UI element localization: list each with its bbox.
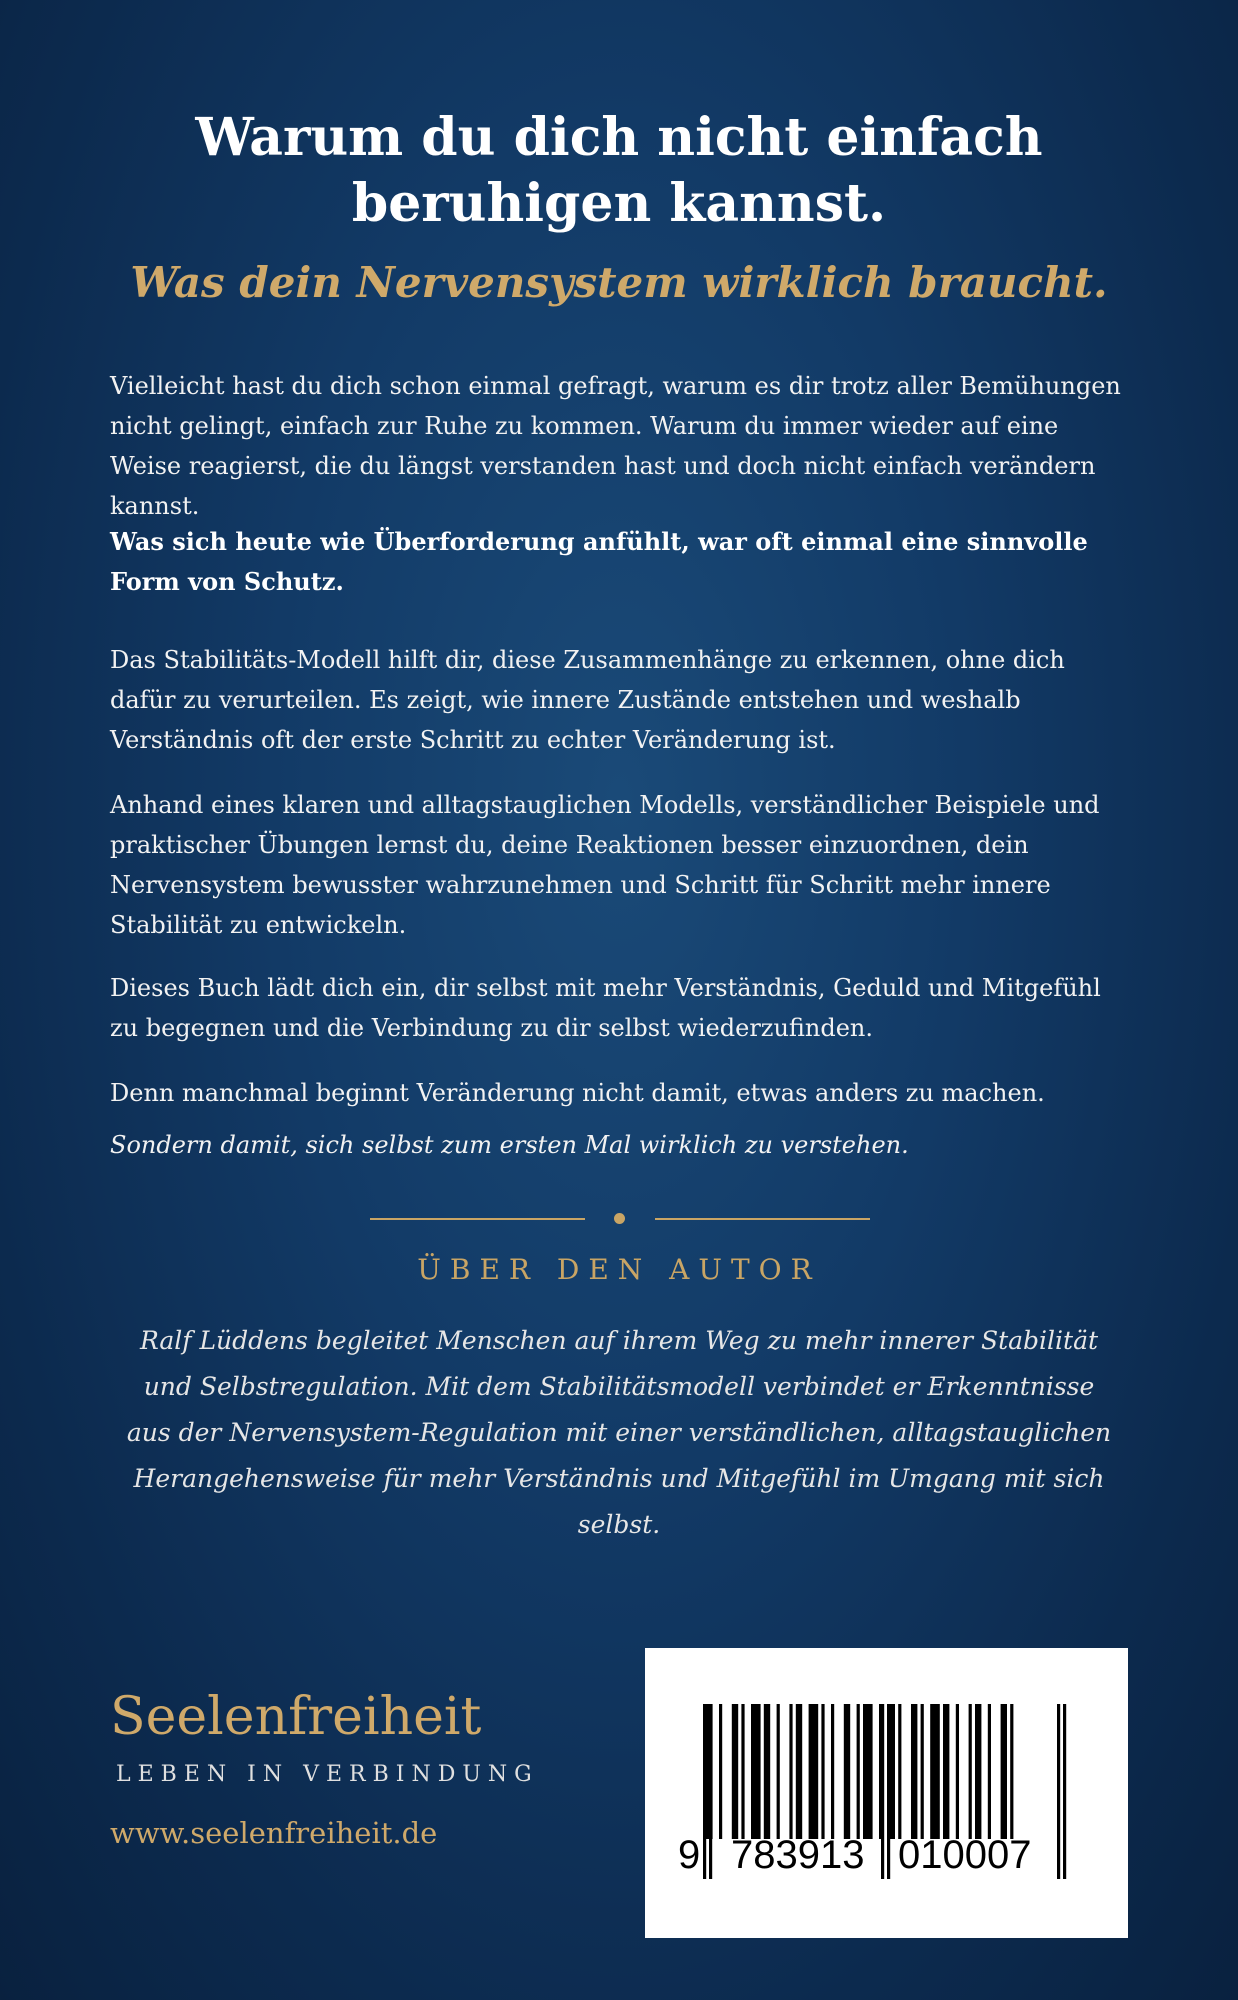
paragraph-intro: Vielleicht hast du dich schon einmal gefragt, warum es dir trotz aller Bemühungen nicht gelingt, einfach zur Ruhe zu kommen. Warum du immer wieder auf eine Weise reagierst, die du längst verstanden hast und doch nicht einfach verändern kannst. — [110, 372, 1121, 520]
book-title — [0, 105, 1238, 237]
divider-dot — [614, 1213, 625, 1224]
ornamental-divider — [370, 1213, 870, 1225]
about-author-heading: ÜBER DEN AUTOR — [417, 1253, 821, 1286]
barcode-first-digit: 9 — [678, 1833, 701, 1877]
barcode-left-group: 783913 — [731, 1833, 865, 1877]
barcode-right-group: 010007 — [898, 1833, 1032, 1877]
paragraph-highlight: Was sich heute wie Überforderung anfühlt, war oft einmal eine sinnvolle Form von Schutz. — [110, 527, 1088, 596]
barcode-bars — [645, 1648, 1128, 1938]
publisher-tagline: LEBEN IN VERBINDUNG — [116, 1762, 539, 1787]
title-line-2: beruhigen kannst. — [351, 173, 887, 234]
paragraph-closing-italic: Sondern damit, sich selbst zum ersten Mal wirklich zu verstehen. — [110, 1131, 909, 1159]
isbn-barcode — [645, 1648, 1128, 1938]
publisher-url[interactable]: www.seelenfreiheit.de — [110, 1816, 438, 1850]
divider-line-left — [370, 1218, 585, 1220]
book-subtitle: Was dein Nervensystem wirklich braucht. — [130, 258, 1108, 307]
divider-line-right — [655, 1218, 870, 1220]
title-line-1: Warum du dich nicht einfach — [195, 107, 1043, 168]
paragraph-model: Das Stabilitäts-Modell hilft dir, diese Zusammenhänge zu erkennen, ohne dich dafür zu verurteilen. Es zeigt, wie innere Zustände entstehen und weshalb Verständnis oft der erste Schritt zu echter Veränderung ist. — [110, 646, 1065, 754]
paragraph-method: Anhand eines klaren und alltagstauglichen Modells, verständlicher Beispiele und praktischer Übungen lernst du, deine Reaktionen besser einzuordnen, dein Nervensystem bewusster wahrzunehmen und Schritt für Schritt mehr innere Stabilität zu entwickeln. — [110, 791, 1100, 939]
publisher-name: Seelenfreiheit — [110, 1687, 482, 1747]
paragraph-closing: Denn manchmal beginnt Veränderung nicht damit, etwas anders zu machen. — [110, 1079, 1045, 1107]
about-author-text: Ralf Lüddens begleitet Menschen auf ihrem Weg zu mehr innerer Stabilität und Selbstregulation. Mit dem Stabilitätsmodell verbindet er Erkenntnisse aus der Nervensystem-Regulation mit einer verständlichen, alltagstauglichen Herangehensweise für mehr Verständnis und Mitgefühl im Umgang mit sich selbst. — [126, 1326, 1112, 1539]
paragraph-invitation: Dieses Buch lädt dich ein, dir selbst mit mehr Verständnis, Geduld und Mitgefühl zu begegnen und die Verbindung zu dir selbst wiederzufinden. — [110, 974, 1101, 1042]
